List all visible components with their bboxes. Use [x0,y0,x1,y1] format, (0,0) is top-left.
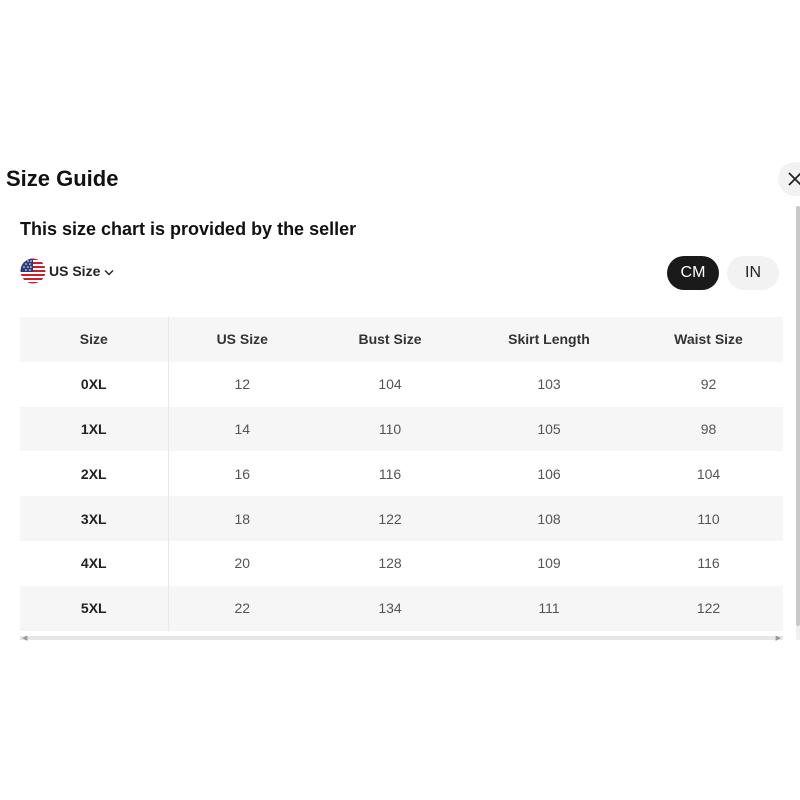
unit-in-button[interactable]: IN [727,256,779,290]
scroll-right-icon[interactable]: ▶ [775,635,781,642]
table-cell: 106 [464,451,634,496]
table-cell: 16 [168,451,316,496]
size-table [20,317,783,631]
column-header-us-size: US Size [168,317,316,362]
table-header-row [20,317,783,362]
size-guide-dialog [0,160,800,640]
table-cell: 4XL [20,541,168,586]
table-row [20,586,783,631]
scroll-left-icon[interactable]: ◀ [22,635,28,642]
size-table-container[interactable] [20,317,783,640]
table-cell: 2XL [20,451,168,496]
table-cell: 20 [168,541,316,586]
close-icon [788,172,800,186]
table-row [20,451,783,496]
table-cell: 134 [316,586,464,631]
horizontal-scrollbar[interactable] [20,636,783,640]
column-header-waist-size: Waist Size [634,317,783,362]
table-cell: 98 [634,407,783,452]
scrollbar-thumb[interactable] [796,206,800,626]
table-cell: 111 [464,586,634,631]
table-cell: 104 [316,362,464,407]
unit-cm-button[interactable]: CM [667,256,719,290]
table-cell: 22 [168,586,316,631]
table-cell: 128 [316,541,464,586]
us-flag-icon [20,258,46,284]
table-row [20,541,783,586]
table-row [20,407,783,452]
table-cell: 0XL [20,362,168,407]
table-cell: 103 [464,362,634,407]
table-cell: 3XL [20,496,168,541]
size-chart-note: This size chart is provided by the seller [20,219,357,239]
column-header-skirt-length: Skirt Length [464,317,634,362]
table-cell: 108 [464,496,634,541]
table-cell: 122 [634,586,783,631]
table-cell: 5XL [20,586,168,631]
table-row [20,496,783,541]
column-header-bust-size: Bust Size [316,317,464,362]
dialog-title: Size Guide [6,166,119,191]
table-cell: 104 [634,451,783,496]
table-cell: 116 [634,541,783,586]
table-cell: 92 [634,362,783,407]
table-row [20,362,783,407]
table-cell: 110 [316,407,464,452]
column-header-size: Size [20,317,168,362]
table-cell: 14 [168,407,316,452]
region-size-selector[interactable] [20,258,114,284]
table-cell: 110 [634,496,783,541]
table-cell: 116 [316,451,464,496]
table-cell: 109 [464,541,634,586]
table-cell: 12 [168,362,316,407]
chevron-down-icon [104,269,114,276]
close-button[interactable] [778,162,800,196]
table-cell: 1XL [20,407,168,452]
unit-toggle [667,256,779,290]
table-cell: 122 [316,496,464,541]
table-cell: 105 [464,407,634,452]
vertical-scrollbar[interactable] [796,206,800,640]
table-cell: 18 [168,496,316,541]
region-size-label: US Size [49,263,101,279]
